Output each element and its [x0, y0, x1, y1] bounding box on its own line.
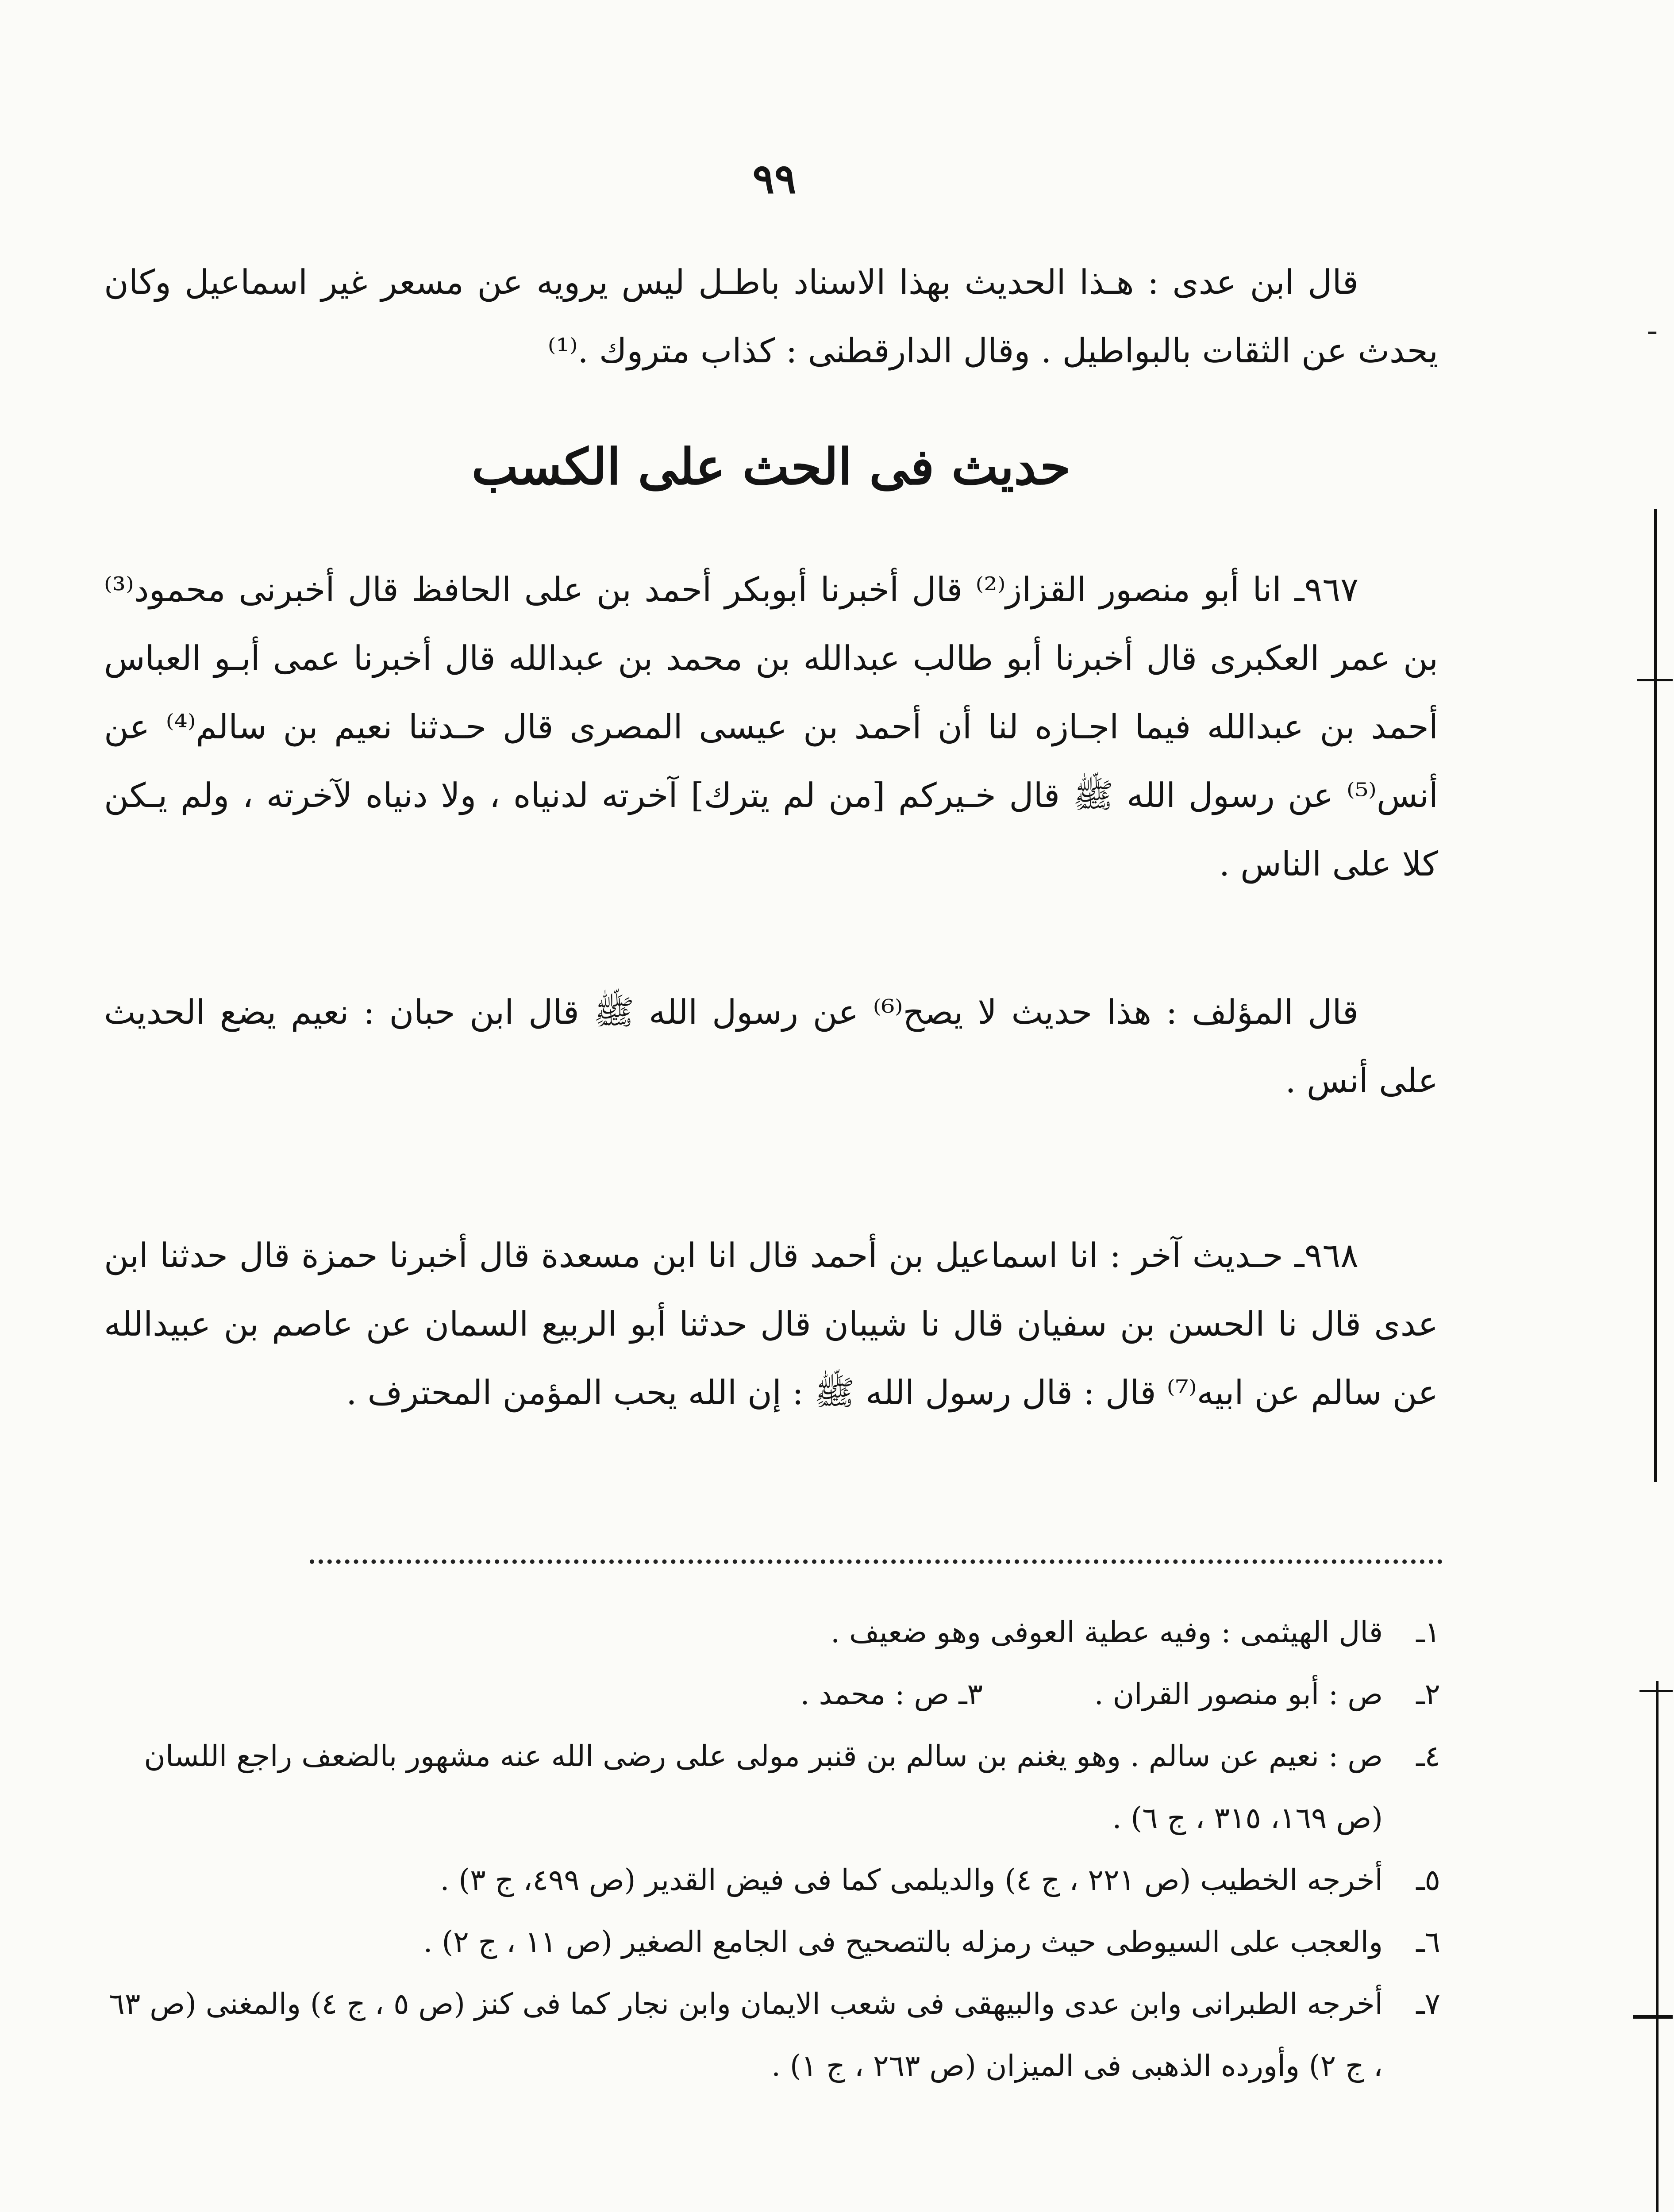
intro-text: قال ابن عدى : هـذا الحديث بهذا الاسناد باطـل ليس يرويه عن مسعر غير اسماعيل وكان يحدث عن الثقات بالبواطيل . وقال الدارقطنى : كذاب متروك .⁽¹⁾: [104, 262, 1438, 370]
author-comment-text: قال المؤلف : هذا حديث لا يصح⁽⁶⁾ عن رسول الله ﷺ قال ابن حبان : نعيم يضع الحديث على أنس .: [104, 992, 1438, 1100]
footnote-number: ٧ـ: [1416, 1987, 1440, 2021]
footnote-text: ص : أبو منصور القران . ٣ـ ص : محمد .: [800, 1677, 1383, 1711]
footnote: [104, 1601, 1440, 1663]
footnote-number: ٦ـ: [1416, 1925, 1440, 1959]
margin-tick: [1633, 2015, 1673, 2019]
footnote: [104, 1663, 1440, 1725]
margin-tick: [1639, 1690, 1673, 1692]
footnote: [104, 1973, 1440, 2097]
footnote: [104, 1849, 1440, 1911]
section-heading: حديث فى الحث على الكسب: [471, 438, 1071, 496]
hadith-967-text: ٩٦٧ـ انا أبو منصور القزاز⁽²⁾ قال أخبرنا أبوبكر أحمد بن على الحافظ قال أخبرنى محمود⁽³⁾ بن عمر العكبرى قال أخبرنا أبو طالب عبدالله بن محمد بن عبدالله قال أخبرنا عمى أبـو العباس أحمد بن عبدالله فيما اجـازه لنا أن أحمد بن عيسى المصرى قال حـدثنا نعيم بن سالم⁽⁴⁾ عن أنس⁽⁵⁾ عن رسول الله ﷺ قال خـيركم [من لم يترك] آخرته لدنياه ، ولا دنياه لآخرته ، ولم يـكن كلا على الناس .: [104, 570, 1438, 883]
margin-tick: [1637, 679, 1673, 681]
intro-paragraph: [104, 248, 1438, 385]
footnotes: [104, 1601, 1440, 2097]
footnote-separator: [310, 1559, 1443, 1564]
hadith-968: [104, 1221, 1438, 1427]
margin-rule-lower: [1656, 1681, 1659, 2212]
footnote-text: ص : نعيم عن سالم . وهو يغنم بن سالم بن قنبر مولى على رضى الله عنه مشهور بالضعف راجع اللسان (ص ١٦٩، ٣١٥ ، ج ٦) .: [144, 1739, 1383, 1835]
footnote-text: والعجب على السيوطى حيث رمزله بالتصحيح فى الجامع الصغير (ص ١١ ، ج ٢) .: [423, 1925, 1383, 1959]
footnote-text: قال الهيثمى : وفيه عطية العوفى وهو ضعيف .: [831, 1615, 1383, 1649]
footnote-text: أخرجه الخطيب (ص ٢٢١ ، ج ٤) والديلمى كما فى فيض القدير (ص ٤٩٩، ج ٣) .: [440, 1863, 1383, 1897]
hadith-968-text: ٩٦٨ـ حـديث آخر : انا اسماعيل بن أحمد قال انا ابن مسعدة قال أخبرنا حمزة قال حدثنا ابن عدى قال نا الحسن بن سفيان قال نا شيبان قال حدثنا أبو الربيع السمان عن عاصم بن عبيدالله عن سالم عن ابيه⁽⁷⁾ قال : قال رسول الله ﷺ : إن الله يحب المؤمن المحترف .: [104, 1236, 1438, 1412]
footnote-number: ٥ـ: [1416, 1863, 1440, 1897]
page-number: ٩٩: [752, 155, 797, 203]
margin-mark: ـ: [1648, 310, 1656, 341]
footnote: [104, 1725, 1440, 1849]
margin-rule-upper: [1654, 509, 1657, 1482]
hadith-967: [104, 555, 1438, 898]
footnote-number: ٢ـ: [1416, 1677, 1440, 1711]
author-comment: [104, 978, 1438, 1115]
footnote-number: ٤ـ: [1416, 1739, 1440, 1773]
footnote-text: أخرجه الطبرانى وابن عدى والبيهقى فى شعب الايمان وابن نجار كما فى كنز (ص ٥ ، ج ٤) والمغنى (ص ٦٣ ، ج ٢) وأورده الذهبى فى الميزان (ص ٢٦٣ ، ج ١) .: [109, 1987, 1383, 2083]
footnote-number: ١ـ: [1416, 1615, 1440, 1649]
footnote: [104, 1911, 1440, 1973]
